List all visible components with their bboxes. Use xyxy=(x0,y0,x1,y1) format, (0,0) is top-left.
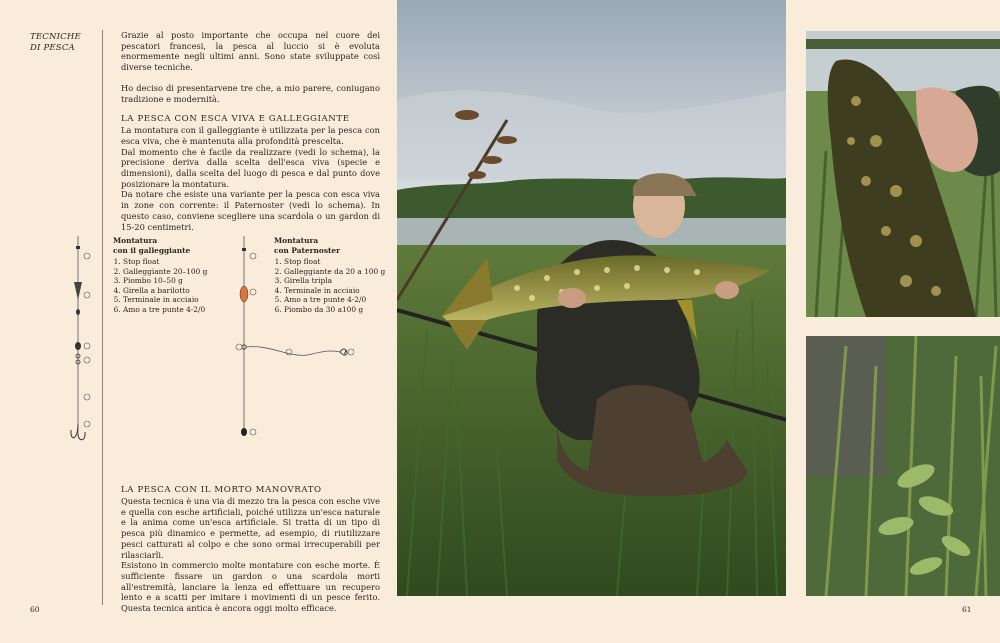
section1-paragraph-3: Da notare che esiste una variante per la pesca con esca viva in zone con corrente: il Paternoster (vedi lo schema). In questo caso, conviene scegliere una scardola o un gardon di 15-20 centimetri. xyxy=(121,189,380,232)
rig1-title-line2: con il galleggiante xyxy=(113,245,191,255)
paternoster-rig-legend xyxy=(274,236,389,314)
section1-paragraph-2: Dal momento che è facile da realizzare (vedi lo schema), la precisione deriva dalla scelta dell'esca viva (specie e dimensioni), dalla scelta del luogo di pesca e dal punto dove posizionare la montatura. xyxy=(121,146,380,189)
rig2-title-line2: con Paternoster xyxy=(274,245,341,255)
section2-paragraph-1: Questa tecnica è una via di mezzo tra la pesca con esche vive e quella con esche artificiali, poiché utilizza un'esca naturale e la anima come un'esca artificiale. Si tratta di un tipo di pesca più dinamico e permette, ad esempio, di riutilizzare pesci catturati al colpo e che sono ormai irrecuperabili per rilasciarli. xyxy=(121,496,380,560)
list-item: 3. Piombo 10–50 g xyxy=(123,276,223,286)
section2-paragraph-2: Esistono in commercio molte montature con esche morte. È sufficiente fissare un gardon o una scardola morti all'estremità, lanciare la lenza ed effettuare un recupero lento e a scatti per imitare i movimenti di un pesce ferito. Questa tecnica antica è ancora oggi molto efficace. xyxy=(121,560,380,614)
list-item: 1. Stop float xyxy=(123,257,223,267)
list-item: 5. Amo a tre punte 4-2/0 xyxy=(284,295,389,305)
list-item: 5. Terminale in acciaio xyxy=(123,295,223,305)
list-item: 2. Galleggiante 20–100 g xyxy=(123,267,223,277)
section1-title: LA PESCA CON ESCA VIVA E GALLEGGIANTE xyxy=(121,114,350,125)
rig1-list xyxy=(113,257,223,314)
rig2-list xyxy=(274,257,389,314)
sidebar-heading xyxy=(30,32,90,54)
list-item: 2. Galleggiante da 20 a 100 g xyxy=(284,267,389,277)
sidebar-heading-text: TECNICHE DI PESCA xyxy=(30,32,81,53)
page-number-left: 60 xyxy=(30,605,40,614)
intro-column xyxy=(121,30,380,232)
float-rig-diagram xyxy=(64,234,100,446)
section2-column xyxy=(121,485,380,614)
intro-paragraph-2: Ho deciso di presentarvene tre che, a mio parere, coniugano tradizione e modernità. xyxy=(121,82,380,104)
section1-paragraph-1: La montatura con il galleggiante è utilizzata per la pesca con esca viva, che è mantenuta alla profondità prescelta. xyxy=(121,125,380,146)
section2-title: LA PESCA CON IL MORTO MANOVRATO xyxy=(121,485,322,495)
aquatic-plants-photo xyxy=(806,336,1000,596)
vertical-divider xyxy=(102,30,103,605)
intro-paragraph-1: Grazie al posto importante che occupa nel cuore dei pescatori francesi, la pesca al luccio si è evoluta enormemente negli ultimi anni. Sono state sviluppate così diverse tecniche. xyxy=(121,30,380,73)
rig1-title-line1: Montatura xyxy=(113,236,158,245)
list-item: 3. Girella tripla xyxy=(284,276,389,286)
list-item: 1. Stop float xyxy=(284,257,389,267)
angler-with-pike-photo xyxy=(397,0,786,596)
page-number-right: 61 xyxy=(962,605,972,614)
rig2-title-line1: Montatura xyxy=(274,236,319,245)
list-item: 4. Terminale in acciaio xyxy=(284,286,389,296)
list-item: 4. Girella a barilotto xyxy=(123,286,223,296)
list-item: 6. Amo a tre punte 4-2/0 xyxy=(123,305,223,315)
float-rig-legend xyxy=(113,236,223,314)
pike-closeup-photo xyxy=(806,31,1000,317)
list-item: 6. Piombo da 30 a100 g xyxy=(284,305,389,315)
